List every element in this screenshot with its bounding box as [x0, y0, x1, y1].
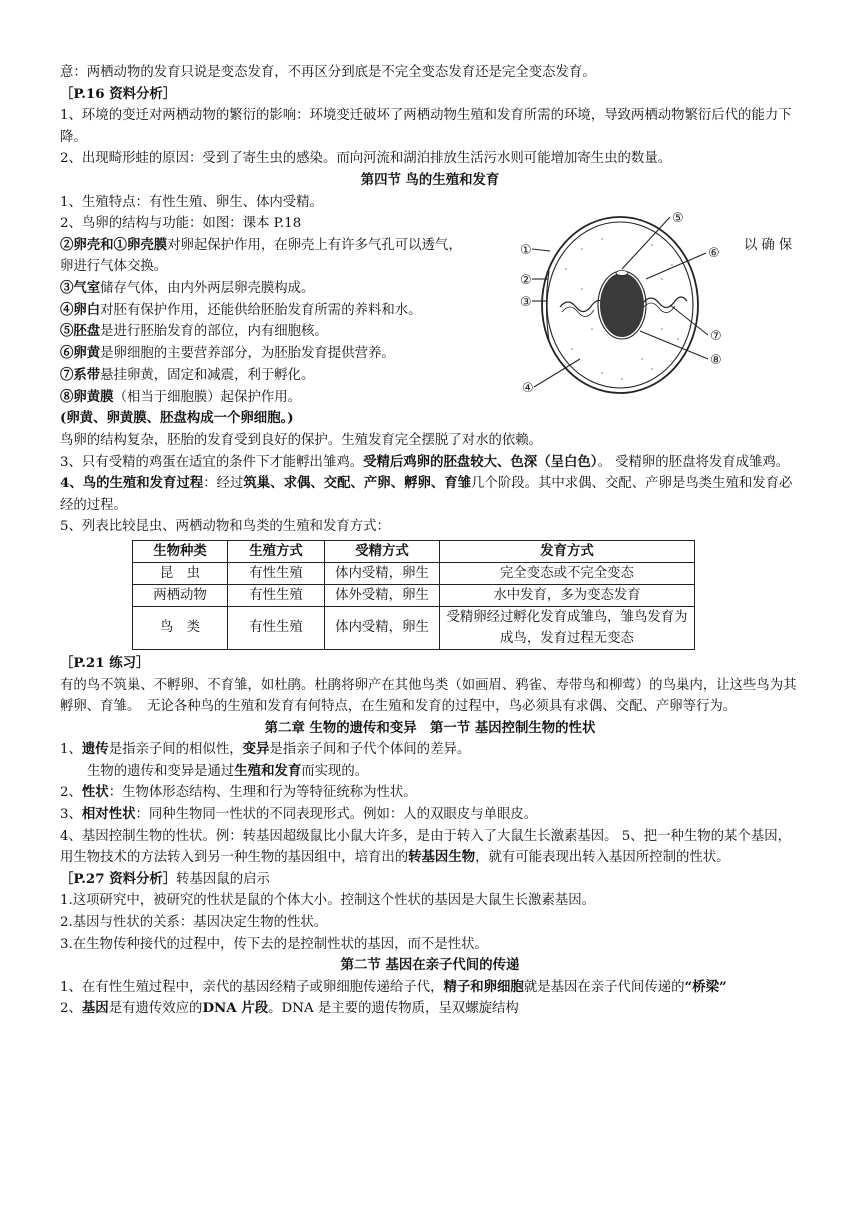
- label-7: ⑦: [710, 329, 722, 345]
- chalaza-left: [560, 301, 606, 312]
- paragraph: ⑤胚盘是进行胚胎发育的部位，内有细胞核。: [60, 323, 328, 340]
- paragraph: 3、相对性状：同种生物同一性状的不同表现形式。例如：人的双眼皮与单眼皮。: [60, 806, 538, 823]
- table-header: 生物种类: [133, 540, 228, 562]
- paragraph: ③气室储存气体，由内外两层卵壳膜构成。: [60, 279, 315, 296]
- label-1: ①: [520, 243, 532, 259]
- table-cell: 体内受精，卵生: [325, 562, 440, 584]
- paragraph: ⑧卵黄膜（相当于细胞膜）起保护作用。: [60, 388, 302, 405]
- table-header: 受精方式: [325, 540, 440, 562]
- label-8: ⑧: [710, 353, 722, 369]
- chapter-heading: 第二章 生物的遗传和变异 第一节 基因控制生物的性状: [264, 719, 596, 736]
- table-row: [133, 606, 695, 649]
- paragraph: 卵进行气体交换。: [60, 259, 168, 275]
- paragraph: 1.这项研究中，被研究的性状是鼠的个体大小。控制这个性状的基因是大鼠生长激素基因。: [60, 893, 596, 909]
- label-2: ②: [520, 273, 532, 289]
- table-row: [133, 562, 695, 584]
- table-cell: 受精卵经过孵化发育成雏鸟，雏鸟发育为成鸟，发育过程无变态: [440, 606, 695, 649]
- blastodisc: [616, 271, 628, 276]
- paragraph: 2.基因与性状的关系：基因决定生物的性状。: [60, 915, 328, 931]
- egg-text-right: 以确保: [744, 237, 797, 253]
- paragraph: ④卵白对胚有保护作用，还能供给胚胎发育所需的养料和水。: [60, 301, 422, 318]
- table-cell: 昆 虫: [133, 562, 228, 584]
- table-cell: 有性生殖: [228, 606, 325, 649]
- paragraph: 3.在生物传种接代的过程中，传下去的是控制性状的基因，而不是性状。: [60, 936, 488, 952]
- table-cell: 两栖动物: [133, 584, 228, 606]
- label-5: ⑤: [672, 211, 684, 227]
- paragraph: 2、出现畸形蛙的原因：受到了寄生虫的感染。而向河流和湖泊排放生活污水则可能增加寄生虫的数量。: [60, 151, 672, 167]
- table-cell: 水中发育，多为变态发育: [440, 584, 695, 606]
- table-cell: 体内受精，卵生: [325, 606, 440, 649]
- label-6: ⑥: [708, 246, 720, 262]
- table-header-row: [133, 540, 695, 562]
- paragraph: 5、列表比较昆虫、两栖动物和鸟类的生殖和发育方式：: [60, 519, 390, 535]
- document-page: [60, 62, 800, 1020]
- paragraph: ［P.27 资料分析］转基因鼠的启示: [60, 870, 270, 887]
- table-row: [133, 584, 695, 606]
- paragraph: 1、环境的变迁对两栖动物的繁衍的影响：环境变迁破坏了两栖动物生殖和发育所需的环境，导致两栖动物繁衍后代的能力下降。: [60, 108, 792, 145]
- table-cell: 有性生殖: [228, 562, 325, 584]
- paragraph: 1、遗传是指亲子间的相似性，变异是指亲子间和子代个体间的差异。: [60, 741, 471, 758]
- paragraph: 生物的遗传和变异是通过生殖和发育而实现的。: [87, 762, 369, 779]
- table-cell: 有性生殖: [228, 584, 325, 606]
- table-cell: 完全变态或不完全变态: [440, 562, 695, 584]
- section-ref: ［P.16 资料分析］: [60, 85, 177, 102]
- section-heading: 第二节 基因在亲子代间的传递: [340, 957, 520, 974]
- label-3: ③: [520, 295, 532, 311]
- paragraph: 4、基因控制生物的性状。例：转基因超级鼠比小鼠大许多，是由于转入了大鼠生长激素基因。 5、把一种生物的某个基因，用生物技术的方法转入到另一种生物的基因组中，培育出的转基因生物，就有可能表现出转入基因所控制的性状。: [60, 828, 791, 866]
- table-cell: 鸟 类: [133, 606, 228, 649]
- paragraph: 鸟卵的结构复杂，胚胎的发育受到良好的保护。生殖发育完全摆脱了对水的依赖。: [60, 432, 543, 448]
- comparison-table: [132, 540, 695, 650]
- paragraph: ⑦系带悬挂卵黄，固定和减震，利于孵化。: [60, 367, 315, 384]
- section-heading: 第四节 鸟的生殖和发育: [360, 171, 500, 188]
- paragraph: (卵黄、卵黄膜、胚盘构成一个卵细胞。): [60, 410, 294, 427]
- table-header: 发育方式: [440, 540, 695, 562]
- table-cell: 体外受精，卵生: [325, 584, 440, 606]
- paragraph: 4、鸟的生殖和发育过程：经过筑巢、求偶、交配、产卵、孵卵、育雏几个阶段。其中求偶、交配、产卵是鸟类生殖和发育必经的过程。: [60, 475, 793, 513]
- label-4: ④: [522, 381, 534, 397]
- table-header: 生殖方式: [228, 540, 325, 562]
- paragraph: 2、性状：生物体形态结构、生理和行为等特征统称为性状。: [60, 784, 417, 801]
- yolk: [600, 273, 644, 337]
- paragraph: 1、生殖特点：有性生殖、卵生、体内受精。: [60, 194, 323, 210]
- paragraph: 有的鸟不筑巢、不孵卵、不育雏，如杜鹃。杜鹃将卵产在其他鸟类（如画眉、鸦雀、寿带鸟和柳莺）的鸟巢内，让这些鸟为其孵卵、育雏。 无论各种鸟的生殖和发育有何特点，在生殖和发育的过程中，鸟必须具有求偶、交配、产卵等行为。: [60, 677, 797, 715]
- paragraph: 2、基因是有遗传效应的DNA 片段。DNA 是主要的遗传物质，呈双螺旋结构: [60, 1000, 519, 1017]
- paragraph: 3、只有受精的鸡蛋在适宜的条件下才能孵出雏鸡。受精后鸡卵的胚盘较大、色深（呈白色）。 受精卵的胚盘将发育成雏鸡。: [60, 453, 790, 470]
- paragraph: 1、在有性生殖过程中，亲代的基因经精子或卵细胞传递给子代，精子和卵细胞就是基因在亲子代间传递的“桥梁”: [60, 978, 727, 995]
- egg-structure-text: [60, 213, 500, 256]
- air-cell: [547, 271, 550, 341]
- egg-diagram: [522, 209, 732, 409]
- paragraph: 2、鸟卵的结构与功能：如图：课本 P.18: [60, 216, 302, 232]
- paragraph: ⑥卵黄是卵细胞的主要营养部分，为胚胎发育提供营养。: [60, 344, 395, 361]
- section-ref: ［P.21 练习］: [60, 654, 150, 671]
- paragraph: ②卵壳和①卵壳膜对卵起保护作用，在卵壳上有许多气孔可以透气，: [60, 236, 462, 253]
- chalaza-right: [643, 297, 687, 308]
- chalaza-right-inner: [643, 303, 675, 313]
- paragraph: 意：两栖动物的发育只说是变态发育，不再区分到底是不完全变态发育还是完全变态发育。: [60, 65, 596, 80]
